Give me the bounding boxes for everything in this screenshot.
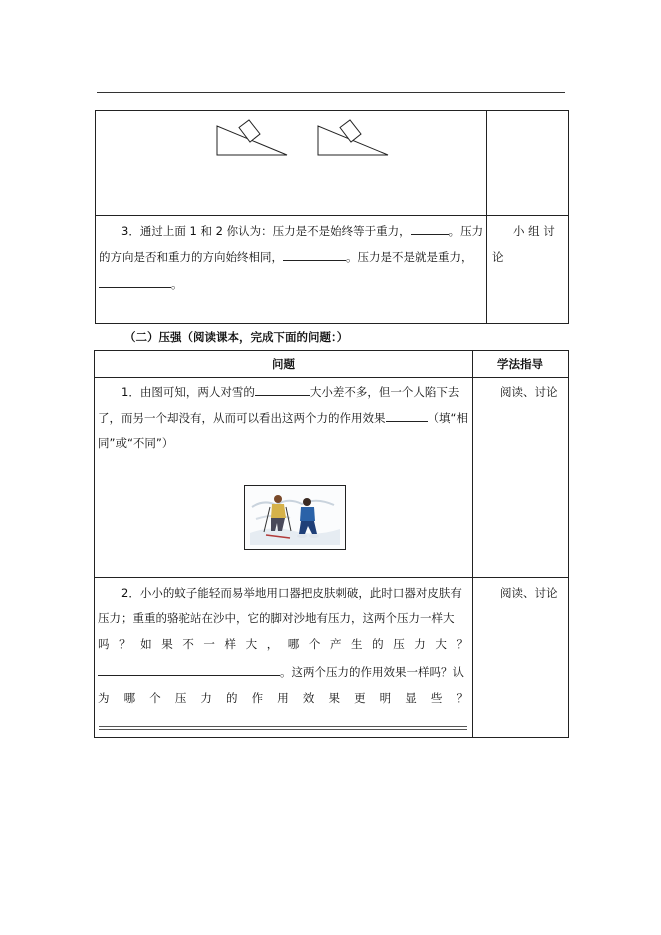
q1-line-1 [121,380,459,404]
bottom-table-row-divider [94,577,569,578]
q3-text: 。 [171,277,183,291]
q3-blank-2[interactable] [283,246,346,261]
q3-text: 。压力 [448,224,484,238]
column-header-guide: 学法指导 [497,357,543,371]
q3-text: 3．通过上面 1 和 2 你认为：压力是不是始终等于重力， [121,224,411,238]
q2-answer-line[interactable] [99,726,467,730]
q2-line-3: 吗 ？ 如 果 不 一 样 大 ， 哪 个 产 生 的 压 力 大 ？ [98,637,468,651]
q2-blank-1[interactable] [98,661,280,676]
incline-diagram-2 [315,118,391,158]
q3-guide-line-1: 小 组 讨 [513,224,555,238]
skiers-in-snow-image [244,485,346,550]
q3-guide-line-2: 论 [492,250,504,264]
column-header-question: 问题 [272,357,295,371]
q2-line-4 [98,660,464,684]
q1-blank-2[interactable] [386,407,428,422]
bottom-table-column-divider [472,350,473,738]
q2-text: 。这两个压力的作用效果一样吗？认 [280,665,464,679]
q2-line-1: 2．小小的蚊子能轻而易举地用口器把皮肤刺破，此时口器对皮肤有 [121,586,462,600]
q3-blank-1[interactable] [411,220,449,235]
q3-line-2 [99,245,473,269]
top-table-row-divider [95,215,569,216]
header-rule [97,92,565,93]
q1-text: 大小差不多，但一个人陷下去 [309,385,460,399]
q3-line-3 [99,272,183,296]
q1-line-3: 同”或“不同”） [98,436,174,450]
q3-text: 的方向是否和重力的方向始终相同， [99,250,283,264]
q3-blank-3[interactable] [99,273,171,288]
q2-line-5: 为 哪 个 压 力 的 作 用 效 果 更 明 显 些 ？ [98,691,468,705]
q1-text: 了，而另一个却没有，从而可以看出这两个力的作用效果 [98,411,386,425]
top-table-column-divider [486,110,487,324]
incline-diagram-1 [214,118,290,158]
q2-line-2: 压力；重重的骆驼站在沙中，它的脚对沙地有压力，这两个压力一样大 [98,611,455,625]
bottom-table-header-divider [94,377,569,378]
q1-text: （填“相 [427,411,468,425]
q1-line-2 [98,406,468,430]
q3-text: 。压力是不是就是重力， [346,250,473,264]
section-2-title: （二）压强（阅读课本，完成下面的问题：） [124,330,349,344]
q1-blank-1[interactable] [255,381,310,396]
q1-text: 1．由图可知，两人对雪的 [121,385,255,399]
q3-line-1 [121,219,483,243]
q2-guide: 阅读、讨论 [500,586,558,600]
q1-guide: 阅读、讨论 [500,385,558,399]
